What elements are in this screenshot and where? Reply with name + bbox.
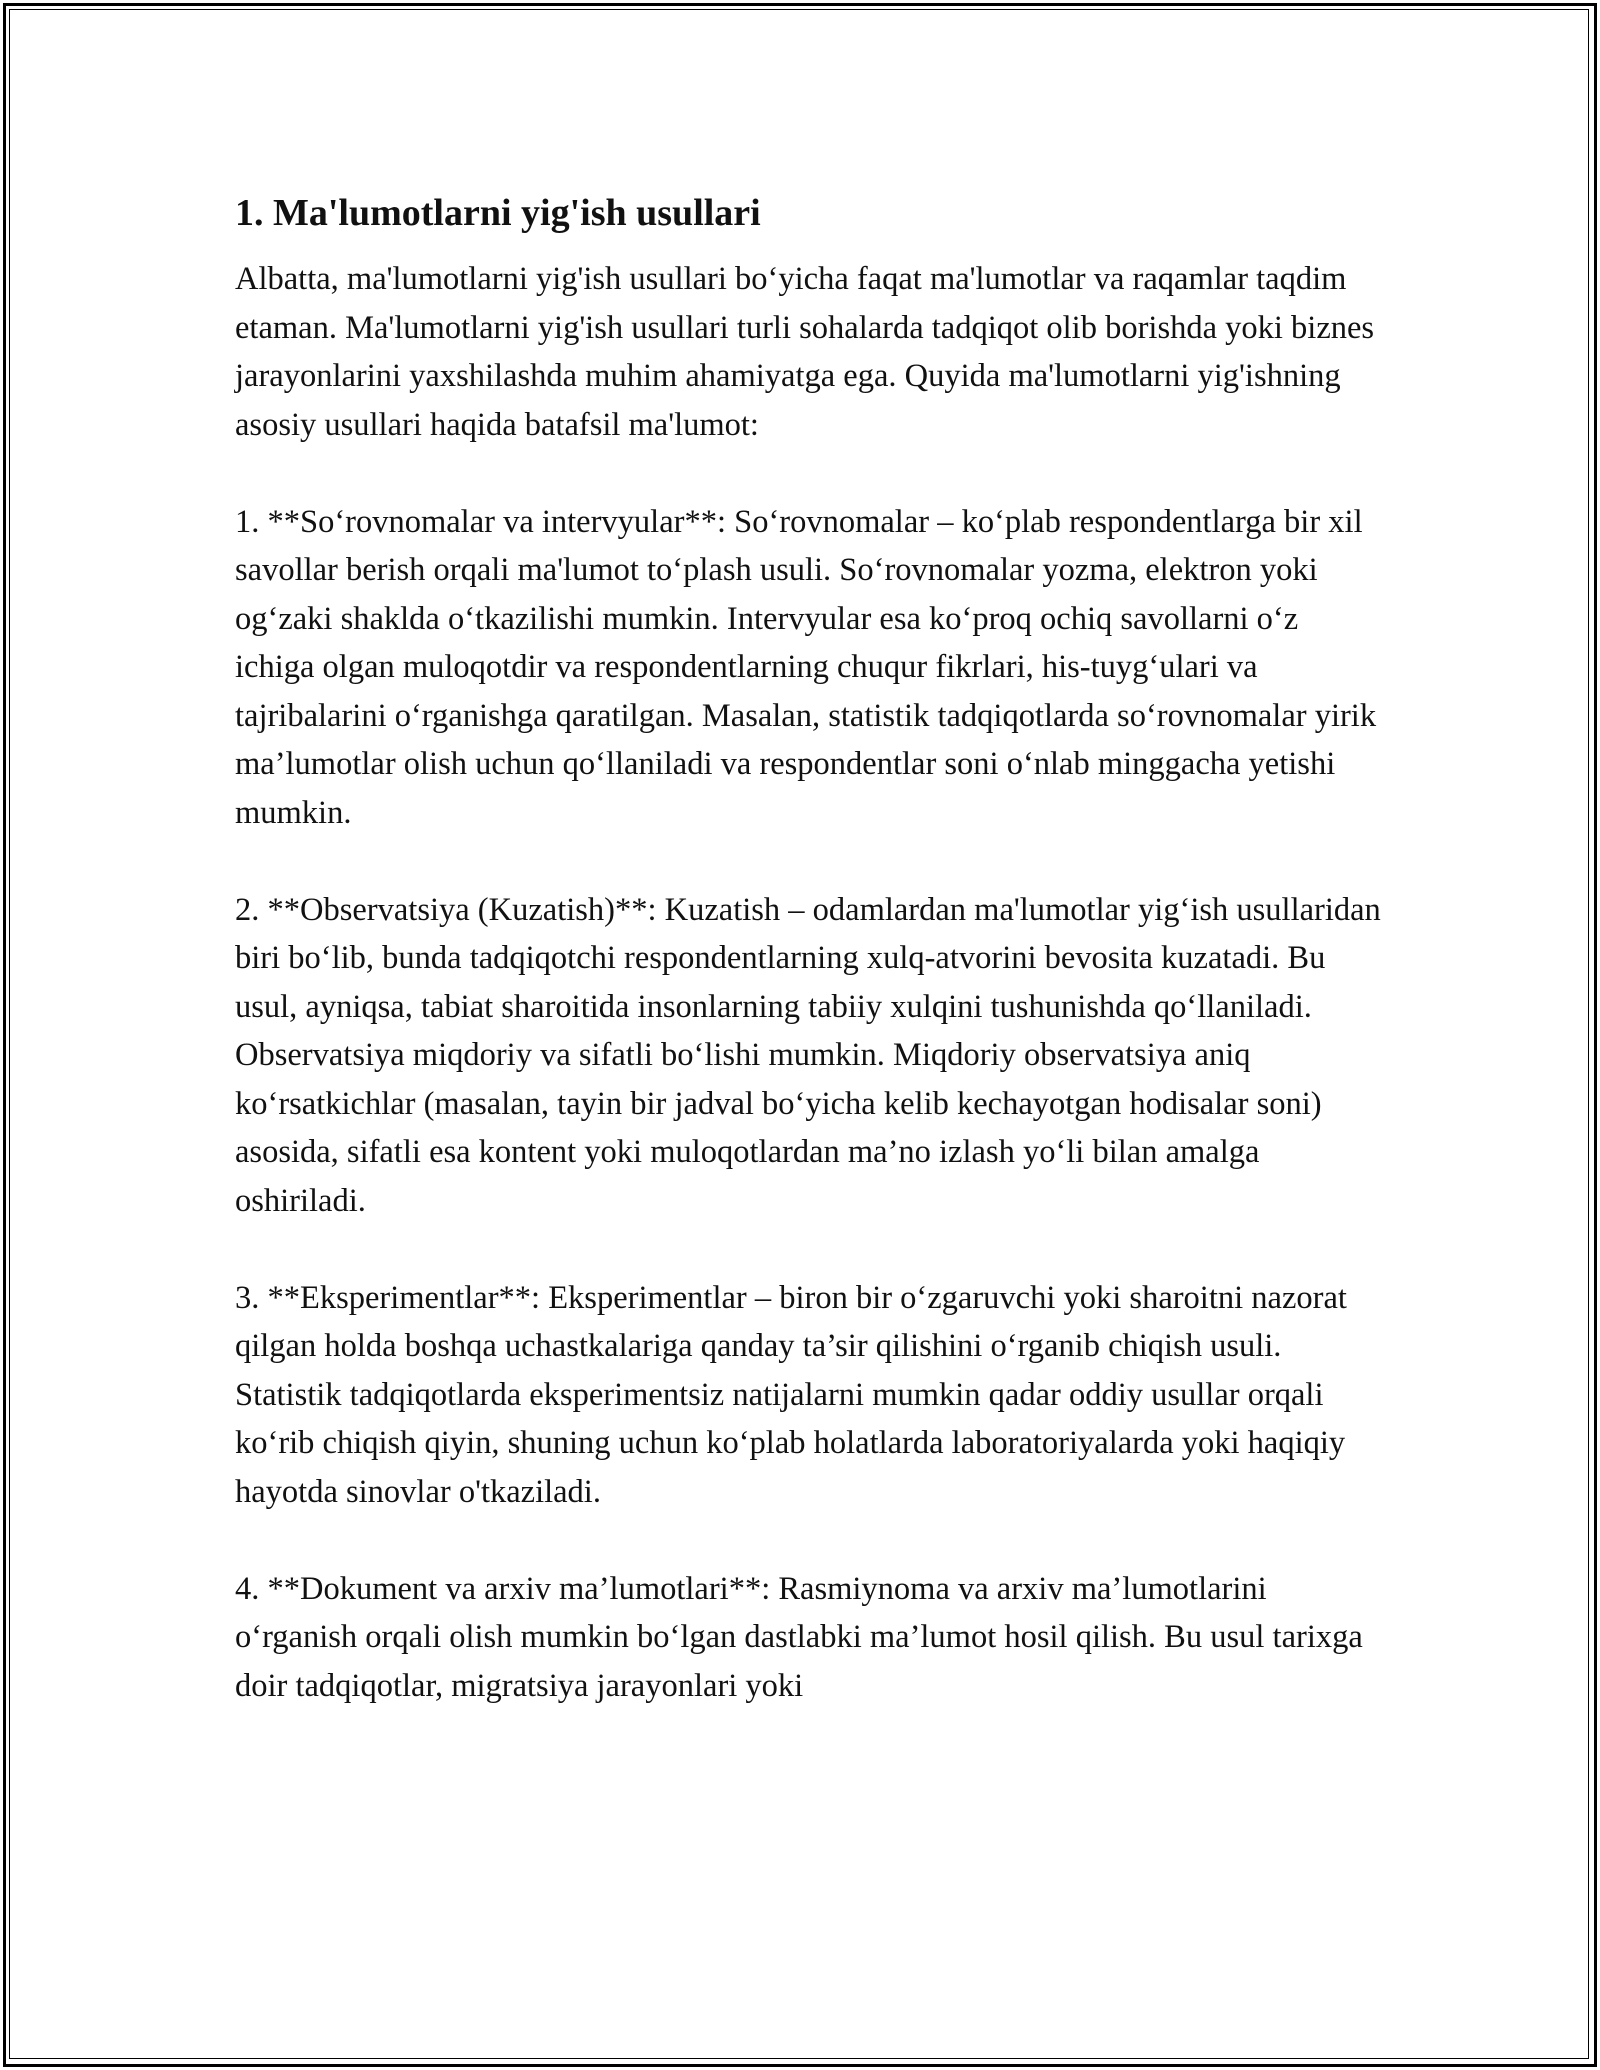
method-surveys-paragraph: 1. **So‘rovnomalar va intervyular**: So‘rovnomalar – ko‘plab respondentlarga bir xil savollar berish orqali ma'lumot to‘plash usuli. So‘rovnomalar yozma, elektron yoki og‘zaki shaklda o‘tkazilishi mumkin. Intervyular esa ko‘proq ochiq savollarni o‘z ichiga olgan muloqotdir va respondentlarning chuqur fikrlari, his-tuyg‘ulari va tajribalarini o‘rganishga qaratilgan. Masalan, statistik tadqiqotlarda so‘rovnomalar yirik ma’lumotlar olish uchun qo‘llaniladi va respondentlar soni o‘nlab minggacha yetishi mumkin. (235, 503, 1377, 831)
method-observation-paragraph: 2. **Observatsiya (Kuzatish)**: Kuzatish – odamlardan ma'lumotlar yig‘ish usullaridan biri bo‘lib, bunda tadqiqotchi respondentlarning xulq-atvorini bevosita kuzatadi. Bu usul, ayniqsa, tabiat sharoitida insonlarning tabiiy xulqini tushunishda qo‘llaniladi. Observatsiya miqdoriy va sifatli bo‘lishi mumkin. Miqdoriy observatsiya aniq ko‘rsatkichlar (masalan, tayin bir jadval bo‘yicha kelib kechayotgan hodisalar soni) asosida, sifatli esa kontent yoki muloqotlardan ma’no izlash yo‘li bilan amalga oshiriladi. (235, 891, 1381, 1219)
document-body (235, 185, 1385, 1759)
section-heading: 1. Ma'lumotlarni yig'ish usullari (235, 192, 761, 234)
method-experiments-paragraph: 3. **Eksperimentlar**: Eksperimentlar – biron bir o‘zgaruvchi yoki sharoitni nazorat qilgan holda boshqa uchastkalariga qanday ta’sir qilishini o‘rganib chiqish usuli. Statistik tadqiqotlarda eksperimentsiz natijalarni mumkin qadar oddiy usullar orqali ko‘rib chiqish qiyin, shuning uchun ko‘plab holatlarda laboratoriyalarda yoki haqiqiy hayotda sinovlar o'tkaziladi. (235, 1279, 1347, 1510)
method-documents-paragraph: 4. **Dokument va arxiv ma’lumotlari**: Rasmiynoma va arxiv ma’lumotlarini o‘rganish orqali olish mumkin bo‘lgan dastlabki ma’lumot hosil qilish. Bu usul tarixga doir tadqiqotlar, migratsiya jarayonlari yoki (235, 1570, 1363, 1704)
intro-paragraph: Albatta, ma'lumotlarni yig'ish usullari bo‘yicha faqat ma'lumotlar va raqamlar taqdim etaman. Ma'lumotlarni yig'ish usullari turli sohalarda tadqiqot olib borishda yoki biznes jarayonlarini yaxshilashda muhim ahamiyatga ega. Quyida ma'lumotlarni yig'ishning asosiy usullari haqida batafsil ma'lumot: (235, 261, 1375, 443)
